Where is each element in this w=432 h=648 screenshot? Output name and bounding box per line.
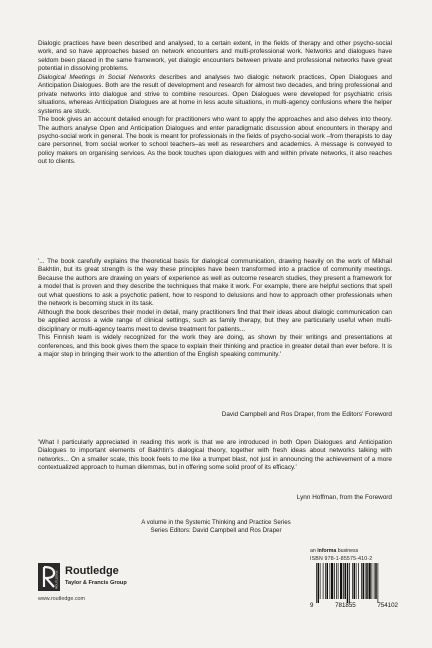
barcode-bar	[347, 563, 349, 603]
barcode-bar	[352, 563, 353, 599]
informa-business-label	[310, 548, 358, 554]
barcode-bar	[361, 563, 362, 599]
cover-blurb	[38, 40, 392, 167]
barcode-bar	[372, 563, 373, 599]
publisher-url: www.routledge.com	[38, 596, 86, 602]
quote1-paragraph-3: This Finnish team is widely recognized for the work they are doing, as shown by their writings and presentations at conferences, and this book gives them the space to explain their thinking and practice in greater detail than ever before. It is a major step in bringing their work to the attention of the English speaking community.'	[38, 334, 392, 358]
barcode-bar	[340, 563, 342, 599]
quote1-paragraph-2: Although the book describes their model in detail, many practitioners find that their ideas about dialogic communication can be applied across a wide range of clinical settings, such as family therapy, but they are particularly useful when multi-disciplinary or multi-agency teams meet to devise treatment for patients...	[38, 308, 392, 333]
barcode-digits	[310, 602, 398, 609]
barcode-bar	[345, 563, 347, 599]
barcode-bar	[338, 563, 339, 599]
quote1-paragraph-1: '... The book carefully explains the theoretical basis for dialogical communication, drawing heavily on the work of Mikhail Bakhtin, but its great strength is the way these principles have been transformed into a practice of community meetings. Because the authors are drawing on years of experience as well as outcome research studies, they present a framework for a model that is proven and they describe the techniques that make it work. For example, there are helpful sections that spell out what questions to ask a psychotic patient, how to respond to delusions and how to approach other professionals when the network is becoming stuck in its task.	[38, 258, 392, 308]
barcode-bar	[336, 563, 337, 599]
barcode-bar	[334, 563, 335, 599]
mark-vertical-text: ROUTLEDGE	[54, 570, 59, 589]
barcode-bar	[363, 563, 365, 599]
barcode-digit-prefix: 9	[310, 602, 314, 609]
barcode-bar	[320, 563, 321, 599]
quote1-attribution: David Campbell and Ros Draper, from the Editors' Foreword	[221, 411, 392, 418]
barcode-bar	[378, 563, 379, 603]
barcode-bar	[356, 563, 357, 599]
barcode-bar	[366, 563, 368, 599]
barcode-bar	[349, 563, 350, 603]
barcode-digit-group-2: 754102	[377, 602, 398, 609]
editors-foreword-quote	[38, 258, 392, 359]
publisher-group: Taylor & Francis Group	[65, 580, 127, 586]
barcode-bar	[331, 563, 333, 599]
barcode-bar	[316, 563, 317, 603]
barcode-bar	[318, 563, 320, 603]
header-prefix: an	[310, 548, 318, 554]
blurb-paragraph-2-text: describes and analyses two dialogic network practices, Open Dialogues and Anticipation Dialogues. Both are the result of development and research for almost two decades, and bring professional and private networks into dialogue and strive to combine resources. Open Dialogues were developed for psychiatric crisis situations, whereas Anticipation Dialogues are at home in less acute situations, in multi-agency confusions where the helper systems are stuck.	[38, 73, 392, 115]
barcode-bar	[365, 563, 366, 599]
barcode-bar	[325, 563, 326, 599]
barcode-digit-group-1: 781855	[335, 602, 356, 609]
series-editors-line: Series Editors: David Campbell and Ros Draper	[150, 527, 282, 535]
blurb-paragraph-1: Dialogic practices have been described and analysed, to a certain extent, in the fields of therapy and other psycho-social work, and so have approaches based on network encounters and multi-professional work. Networks and dialogues have seldom been placed in the same framework, yet dialogic encounters between private and professional networks have great potential in dissolving problems.	[38, 40, 392, 73]
isbn-text: ISBN 978-1-85575-410-2	[310, 556, 373, 562]
blurb-paragraph-3: The book gives an account detailed enough for practitioners who want to apply the approaches and also delves into theory. The authors analyse Open and Anticipation Dialogues and enter paradigmatic discussion about encounters in therapy and psycho-social work in general. The book is meant for professionals in the fields of psycho-social work –from therapists to day care personnel, from social worker to school teachers–as well as researchers and academics. A message is conveyed to policy makers on organising services. As the book touches upon dialogues with and within private networks, it also reaches out to clients.	[38, 116, 392, 166]
barcode-bar	[375, 563, 377, 599]
header-suffix: business	[336, 548, 359, 554]
quote2-attribution: Lynn Hoffman, from the Foreword	[296, 494, 392, 501]
routledge-mark-icon	[38, 563, 60, 591]
blurb-paragraph-2	[38, 74, 392, 116]
series-line: A volume in the Systemic Thinking and Practice Series	[141, 519, 291, 526]
barcode-icon	[310, 563, 398, 603]
barcode-bar	[374, 563, 375, 599]
barcode-block	[310, 548, 398, 610]
barcode-bar	[354, 563, 356, 599]
foreword-quote: 'What I particularly appreciated in reading this work is that we are introduced in both Open Dialogues and Anticipation Dialogues to important elements of Bakhtin's dialogical theory, together with fresh ideas about networks talking with networks... On a smaller scale, this book feels to me like a trumpet blast, not just in announcing the achievement of a more contextualized approach to human dilemmas, but in offering some solid proof of its efficacy.'	[38, 439, 392, 472]
header-bold: informa	[317, 548, 337, 554]
barcode-bar	[327, 563, 329, 599]
barcode-bar	[323, 563, 324, 599]
barcode-bar	[330, 563, 331, 599]
barcode-bar	[343, 563, 344, 599]
series-info	[0, 519, 432, 535]
publisher-name: Routledge	[65, 565, 119, 577]
barcode-bar	[358, 563, 359, 599]
book-title-italic: Dialogical Meetings in Social Networks	[38, 73, 156, 81]
barcode-bar	[369, 563, 371, 599]
